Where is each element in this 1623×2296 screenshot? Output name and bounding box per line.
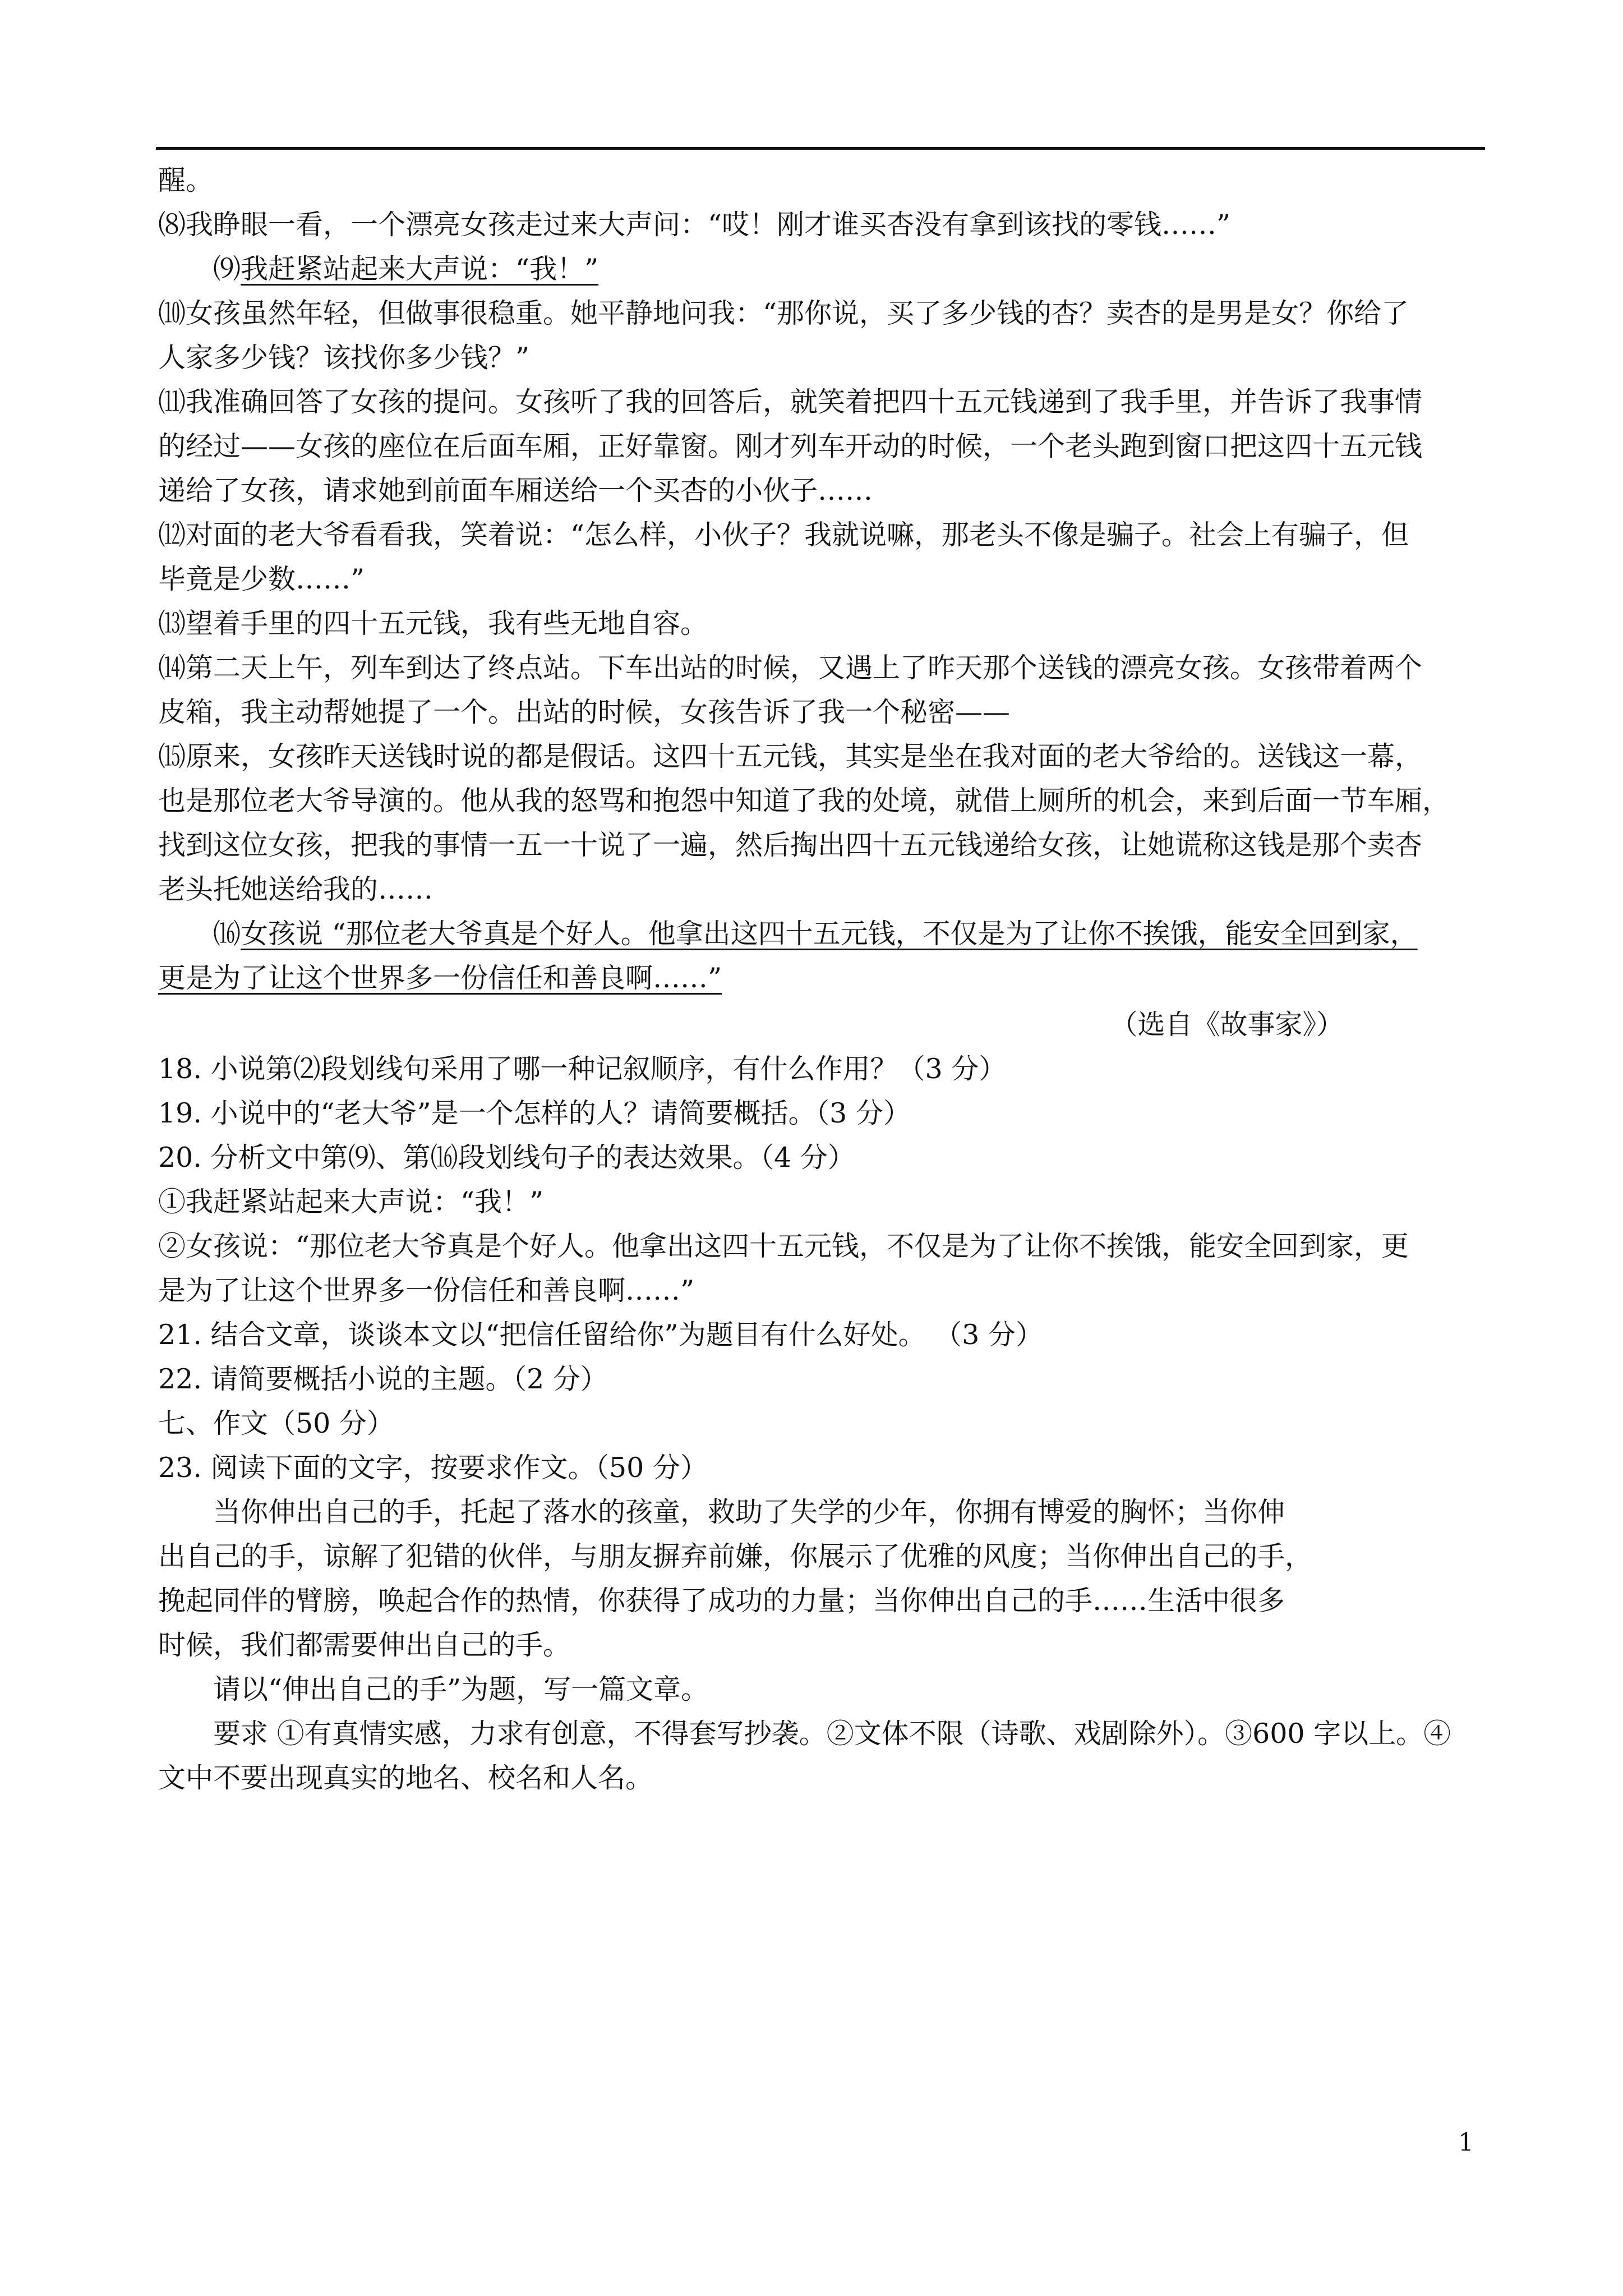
question-19: 19. 小说中的“老大爷”是一个怎样的人？请简要概括。（3 分） (158, 1097, 911, 1129)
paragraph-11-line-1: ⑾我准确回答了女孩的提问。女孩听了我的回答后，就笑着把四十五元钱递到了我手里，并告诉了我事情 (158, 386, 1423, 418)
paragraph-12-line-1: ⑿对面的老大爷看看我，笑着说：“怎么样，小伙子？我就说嘛，那老头不像是骗子。社会上有骗子，但 (158, 519, 1409, 551)
question-20-item-b-line-1: ②女孩说：“那位老大爷真是个好人。他拿出这四十五元钱，不仅是为了让你不挨饿，能安全回到家，更 (158, 1230, 1409, 1262)
paragraph-16-underlined-sentence-1: 女孩说 “那位老大爷真是个好人。他拿出这四十五元钱，不仅是为了让你不挨饿，能安全回到家， (241, 918, 1418, 950)
paragraph-12-line-2: 毕竟是少数……” (158, 563, 365, 595)
paragraph-15-line-2: 也是那位老大爷导演的。他从我的怒骂和抱怨中知道了我的处境，就借上厕所的机会，来到后面一节车厢， (158, 785, 1450, 817)
composition-prompt-line-2: 出自己的手，谅解了犯错的伙伴，与朋友摒弃前嫌，你展示了优雅的风度；当你伸出自己的手， (158, 1540, 1313, 1572)
question-20: 20. 分析文中第⑼、第⒃段划线句子的表达效果。（4 分） (158, 1142, 855, 1174)
paragraph-11-line-3: 递给了女孩，请求她到前面车厢送给一个买杏的小伙子…… (158, 475, 873, 507)
paragraph-15-line-4: 老头托她送给我的…… (158, 873, 434, 905)
page-number: 1 (1458, 2128, 1474, 2157)
composition-instruction: 请以“伸出自己的手”为题，写一篇文章。 (213, 1673, 709, 1705)
question-22: 22. 请简要概括小说的主题。（2 分） (158, 1363, 608, 1395)
paragraph-9-number: ⑼ (213, 253, 241, 285)
paragraph-16-line-2 (158, 956, 1482, 1000)
paragraph-9 (158, 247, 1482, 291)
question-20-item-b-line-2: 是为了让这个世界多一份信任和善良啊……” (158, 1274, 695, 1306)
composition-requirements-line-1: 要求 ①有真情实感，力求有创意，不得套写抄袭。②文体不限（诗歌、戏剧除外）。③600 字以上。④ (213, 1718, 1451, 1750)
paragraph-8: ⑻我睁眼一看，一个漂亮女孩走过来大声问：“哎！刚才谁买杏没有拿到该找的零钱……” (158, 209, 1231, 241)
paragraph-10-line-1: ⑽女孩虽然年轻，但做事很稳重。她平静地问我：“那你说，买了多少钱的杏？卖杏的是男是女？你给了 (158, 297, 1409, 329)
question-21: 21. 结合文章，谈谈本文以“把信任留给你”为题目有什么好处。 （3 分） (158, 1319, 1043, 1351)
paragraph-13: ⒀望着手里的四十五元钱，我有些无地自容。 (158, 608, 708, 639)
composition-prompt-line-3: 挽起同伴的臂膀，唤起合作的热情，你获得了成功的力量；当你伸出自己的手……生活中很多 (158, 1585, 1285, 1617)
paragraph-16-line-1 (158, 912, 1482, 956)
paragraph-10-line-2: 人家多少钱？该找你多少钱？” (158, 342, 530, 374)
paragraph-11-line-2: 的经过——女孩的座位在后面车厢，正好靠窗。刚才列车开动的时候，一个老头跑到窗口把这四十五元钱 (158, 430, 1423, 462)
question-20-item-a: ①我赶紧站起来大声说：“我！” (158, 1186, 544, 1218)
paragraph-14-line-2: 皮箱，我主动帮她提了一个。出站的时候，女孩告诉了我一个秘密—— (158, 696, 1011, 728)
paragraph-15-line-1: ⒂原来，女孩昨天送钱时说的都是假话。这四十五元钱，其实是坐在我对面的老大爷给的。送钱这一幕， (158, 740, 1423, 772)
document-body (158, 158, 1482, 1800)
paragraph-16-underlined-sentence-2: 更是为了让这个世界多一份信任和善良啊……” (158, 962, 722, 994)
paragraph-16-number: ⒃ (213, 918, 241, 950)
question-23: 23. 阅读下面的文字，按要求作文。（50 分） (158, 1452, 708, 1484)
paragraph-9-underlined-sentence: 我赶紧站起来大声说：“我！” (241, 253, 599, 285)
paragraph-7-tail: 醒。 (158, 164, 214, 196)
composition-requirements-line-2: 文中不要出现真实的地名、校名和人名。 (158, 1762, 653, 1794)
composition-prompt-line-4: 时候，我们都需要伸出自己的手。 (158, 1629, 571, 1661)
composition-prompt-line-1: 当你伸出自己的手，托起了落水的孩童，救助了失学的少年，你拥有博爱的胸怀；当你伸 (213, 1496, 1285, 1528)
paragraph-15-line-3: 找到这位女孩，把我的事情一五一十说了一遍，然后掏出四十五元钱递给女孩，让她谎称这钱是那个卖杏 (158, 829, 1423, 861)
source-citation: （选自《故事家》） (1110, 1009, 1344, 1041)
header-rule (156, 147, 1485, 150)
paragraph-14-line-1: ⒁第二天上午，列车到达了终点站。下车出站的时候，又遇上了昨天那个送钱的漂亮女孩。女孩带着两个 (158, 652, 1423, 684)
composition-section-title: 七、作文（50 分） (158, 1407, 394, 1439)
question-18: 18. 小说第⑵段划线句采用了哪一种记叙顺序，有什么作用？（3 分） (158, 1053, 1007, 1085)
